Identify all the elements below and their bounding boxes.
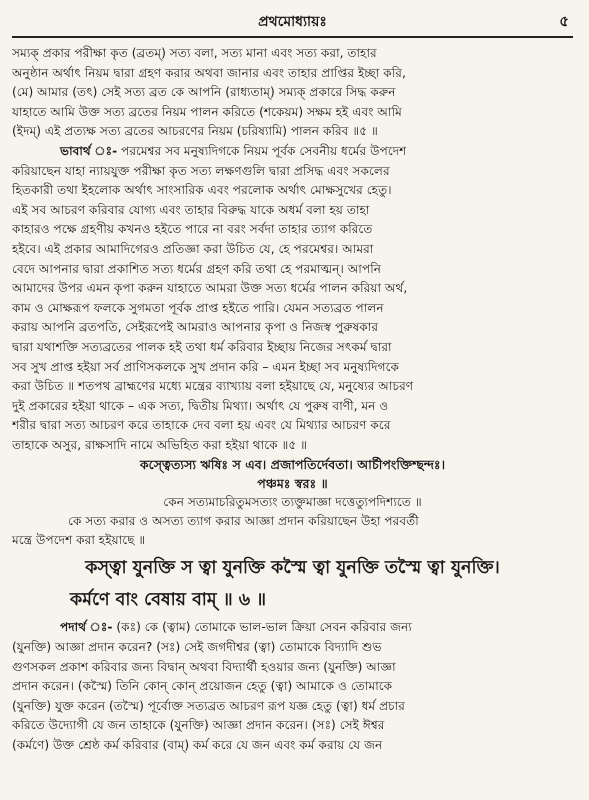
text-line: (কর্মণে) উক্ত শ্রেষ্ঠ কর্ম করিবার (বাম্) কর্ম করে যে জন এবং কর্ম করায় যে জন	[12, 738, 383, 753]
paragraph-1	[12, 44, 573, 142]
page-number: ৫	[559, 12, 569, 30]
text-line: হিতকারী তথা ইহলোক অর্থাৎ সাংসারিক এবং পরলোক অর্থাৎ মোক্ষসুখের হেতু।	[12, 183, 392, 198]
mantra-line-2: কর্মণে বাং বেষায় বাম্ ॥ ৬ ॥	[70, 590, 267, 611]
text-line: দ্বারা যথাশক্তি সত্যব্রতের পালক হই তথা ধর্ম করিবার ইচ্ছায় নিজের সৎকর্ম দ্বারা	[12, 339, 392, 354]
padartha-label: পদার্থ ঃ-	[60, 620, 113, 635]
page-header	[12, 0, 573, 38]
text-line: কাহারও পক্ষে গ্রহণীয় কখনও হইতে পারে না বরং সর্বদা তাহার ত্যাগ করিতে	[12, 222, 373, 237]
text-line: করিয়াছেন যাহা ন্যায়যুক্ত পরীক্ষা কৃত সত্য লক্ষণগুলি দ্বারা প্রসিদ্ধ এবং সকলের	[12, 163, 390, 178]
text-line: করা উচিত ॥ শতপথ ব্রাহ্মণের মধ্যে মন্ত্রের ব্যাখ্যায় বলা হইয়াছে যে, মনুষ্যের আচরণ	[12, 379, 414, 394]
chapter-title: প্রথমোধ্যায়ঃ	[258, 14, 327, 30]
text-line: শরীর দ্বারা সত্য আচরণ করে তাহাকে দেব বলা হয় এবং যে মিথ্যার আচরণ করে	[12, 418, 391, 433]
text-line	[12, 142, 573, 162]
text-line: দুই প্রকারের হইয়া থাকে – এক সত্য, দ্বিতীয় মিথ্যা। অর্থাৎ যে পুরুষ বাণী, মন ও	[12, 398, 389, 413]
text-line	[12, 618, 573, 638]
text-line: তাহাকে অসুর, রাক্ষসাদি নামে অভিহিত করা হইয়া থাকে ॥৫ ॥	[12, 437, 308, 452]
mantra-line-1: কস্ত্বা যুনক্তি স ত্বা যুনক্তি কস্মৈ ত্বা যুনক্তি তস্মৈ ত্বা যুনক্তি।	[85, 558, 500, 579]
text-line: এই সব আচরণ করিবার যোগ্য এবং তাহার বিরুদ্ধ যাকে অধর্ম বলা হয় তাহা	[12, 202, 370, 217]
bhavartha-paragraph	[12, 142, 573, 456]
svara-line: পঞ্চমঃ স্বরঃ ॥	[257, 476, 328, 492]
text-line: আমাদের উপর এমন কৃপা করুন যাহাতে আমরা উক্ত সত্য ধর্মের পালন করিয়া অর্থ,	[12, 281, 408, 296]
text-line: বেদে আপনার দ্বারা প্রকাশিত সত্য ধর্মের গ্রহণ করি তথা হে পরমাত্মন্। আপনি	[12, 261, 382, 276]
text-line: (যুনক্তি) যুক্ত করেন (তস্মৈ) পূর্বোক্ত সত্যব্রত আচরণ রূপ যজ্ঞ হেতু (ত্বা) ধর্ম প্রচার	[12, 698, 405, 713]
text-line: করায় আপনি ব্রতপতি, সেইরূপেই আমরাও আপনার কৃপা ও নিজস্ব পুরুষকার	[12, 320, 379, 335]
bhavartha-label: ভাবার্থ ঃ-	[60, 143, 118, 158]
text-line: (মে) আমার (তৎ) সেই সত্য ব্রত কে আপনি (রাধ্যতাম্) সম্যক্ প্রকারে সিদ্ধ করুন	[12, 85, 396, 100]
text-line: গুণসকল প্রকাশ করিবার জন্য বিদ্বান্ অথবা বিদ্যার্থী হওয়ার জন্য (যুনক্তি) আজ্ঞা	[12, 659, 396, 674]
text-line: মন্ত্রে উপদেশ করা হইয়াছে ॥	[12, 533, 146, 548]
bhavartha-line: পরমেশ্বর সব মনুষ্যদিগকে নিয়ম পূর্বক সেবনীয় ধর্মের উপদেশ	[117, 143, 407, 158]
text-line: কে সত্য করার ও অসত্য ত্যাগ করার আজ্ঞা প্রদান করিয়াছেন উহা পরবর্তী	[68, 514, 419, 529]
text-line: কাম ও মোক্ষরূপ ফলকে সুগমতা পূর্বক প্রাপ্ত হইতে পারি। যেমন সত্যব্রত পালন	[12, 300, 384, 315]
text-line: হইবে। এই প্রকার আমাদিগেরও প্রতিজ্ঞা করা উচিত যে, হে পরমেশ্বর। আমরা	[12, 241, 374, 256]
text-line: অনুষ্ঠান অর্থাৎ নিয়ম দ্বারা গ্রহণ করার অথবা জানার এবং তাহার প্রাপ্তির ইচ্ছা করি,	[12, 65, 406, 80]
text-line: যাহাতে আমি উক্ত সত্য ব্রতের নিয়ম পালন করিতে (শকেয়ম) সক্ষম হই এবং আমি	[12, 104, 402, 119]
text-line: সব সুখ প্রাপ্ত হইয়া সর্ব প্রাণিসকলকে সুখ প্রদান করি – এমন ইচ্ছা সব মনুষ্যদিগকে	[12, 359, 400, 374]
text-line: করিতে উদ্যোগী যে জন তাহাকে (যুনক্তি) আজ্ঞা প্রদান করেন। (সঃ) সেই ঈশ্বর	[12, 718, 385, 733]
text-line: (ইদম্) এই প্রত্যক্ষ সত্য ব্রতের আচরণের নিয়ম (চরিষ্যামি) পালন করিব ॥৫ ॥	[12, 124, 378, 139]
padartha-paragraph	[12, 618, 573, 755]
question-bengali	[12, 512, 573, 550]
text-line: সম্যক্ প্রকার পরীক্ষা কৃত (ব্রতম্) সত্য বলা, সত্য মানা এবং সত্য করা, তাহার	[12, 46, 377, 60]
padartha-line: (কঃ) কে (ত্বাম) তোমাকে ভাল-ভাল ক্রিয়া সেবন করিবার জন্য	[112, 620, 412, 635]
question-sanskrit: কেন সত্যমাচরিতুমসত্যং ত্যক্তুমাজ্ঞা দত্তেত্যুপদিশ্যতে ॥	[163, 495, 422, 510]
text-line: প্রদান করেন। (কস্মৈ) তিনি কোন্ কোন্ প্রয়োজন হেতু (ত্বা) আমাকে ও তোমাকে	[12, 679, 393, 694]
text-line: (যুনক্তি) আজ্ঞা প্রদান করেন? (সঃ) সেই জগদীশ্বর (ত্বা) তোমাকে বিদ্যাদি শুভ	[12, 640, 382, 655]
rishi-devata-line: কস্ত্বেত্যস্য ঋষিঃ স এব। প্রজাপতির্দেবতা। আর্চীপংক্তিশ্ছন্দঃ।	[139, 457, 446, 473]
